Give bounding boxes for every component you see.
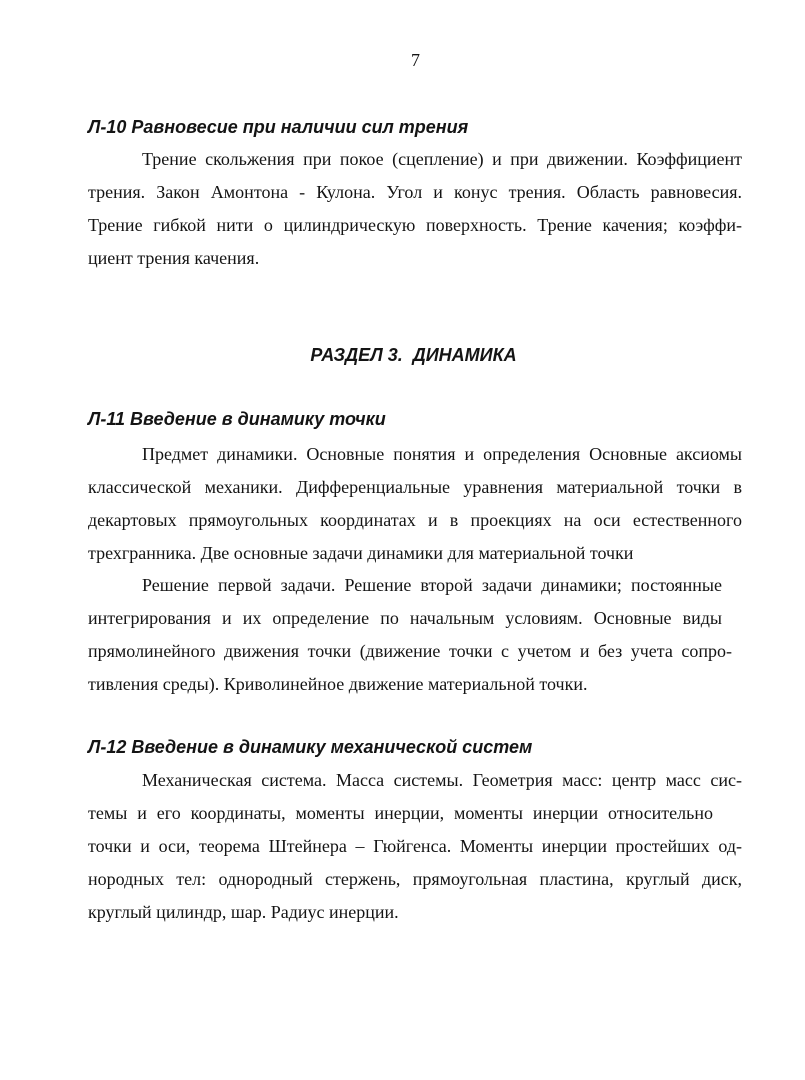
lecture-12-line-4: нородных тел: однородный стержень, прямоугольная пластина, круглый диск,: [88, 869, 742, 889]
lecture-10-line-3: Трение гибкой нити о цилиндрическую поверхность. Трение качения; коэффи-: [88, 215, 742, 235]
lecture-11-line-1: Предмет динамики. Основные понятия и определения Основные аксиомы: [142, 444, 742, 464]
lecture-11-heading: Л-11 Введение в динамику точки: [88, 409, 386, 429]
lecture-11-line-4: трехгранника. Две основные задачи динамики для материальной точки: [88, 543, 634, 563]
lecture-10-line-1: Трение скольжения при покое (сцепление) и при движении. Коэффициент: [142, 149, 742, 169]
lecture-11-line-5: Решение первой задачи. Решение второй задачи динамики; постоянные: [142, 575, 722, 595]
lecture-11-line-6: интегрирования и их определение по начальным условиям. Основные виды: [88, 608, 722, 628]
lecture-10-line-2: трения. Закон Амонтона - Кулона. Угол и конус трения. Область равновесия.: [88, 182, 742, 202]
lecture-12-line-1: Механическая система. Масса системы. Геометрия масс: центр масс сис-: [142, 770, 742, 790]
lecture-12-heading: Л-12 Введение в динамику механической систем: [88, 737, 533, 757]
lecture-10-heading: Л-10 Равновесие при наличии сил трения: [88, 117, 469, 137]
page-number: 7: [411, 50, 420, 70]
lecture-12-line-2: темы и его координаты, моменты инерции, моменты инерции относительно: [88, 803, 713, 823]
lecture-10-line-4: циент трения качения.: [88, 248, 260, 268]
lecture-11-line-7: прямолинейного движения точки (движение точки с учетом и без учета сопро-: [88, 641, 732, 661]
lecture-12-line-5: круглый цилиндр, шар. Радиус инерции.: [88, 902, 399, 922]
lecture-12-line-3: точки и оси, теорема Штейнера – Гюйгенса. Моменты инерции простейших од-: [88, 836, 742, 856]
section-3-title: РАЗДЕЛ 3. ДИНАМИКА: [310, 345, 517, 365]
lecture-11-line-8: тивления среды). Криволинейное движение материальной точки.: [88, 674, 588, 694]
lecture-11-line-3: декартовых прямоугольных координатах и в проекциях на оси естественного: [88, 510, 742, 530]
lecture-11-line-2: классической механики. Дифференциальные уравнения материальной точки в: [88, 477, 742, 497]
